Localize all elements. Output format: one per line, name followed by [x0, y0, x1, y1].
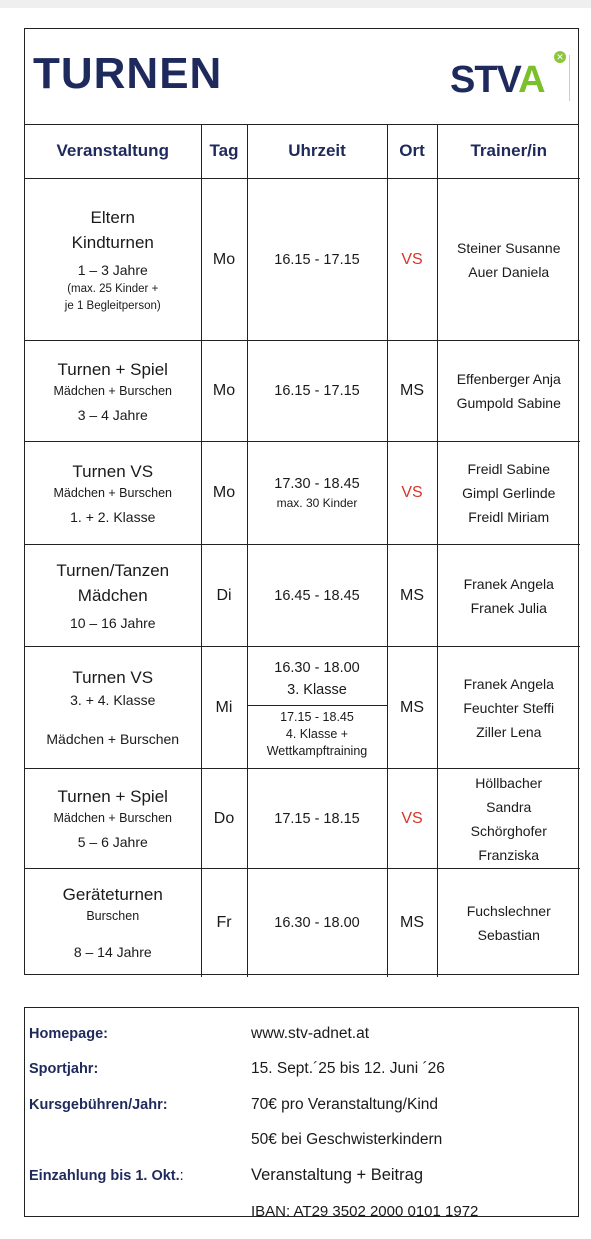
stva-logo-icon — [450, 49, 570, 109]
trainer-cell: Freidl Sabine Gimpl Gerlinde Freidl Miriam — [437, 442, 580, 545]
table-row — [25, 869, 580, 977]
time-slot-b: 17.15 - 18.45 4. Klasse + Wettkampftraining — [266, 709, 368, 758]
info-box — [24, 1007, 579, 1220]
trainer-cell: Fuchslechner Sebastian — [437, 869, 580, 977]
day-cell: Fr — [201, 869, 247, 977]
iban-value: IBAN: AT29 3502 2000 0101 1972 — [251, 1202, 479, 1220]
logo-divider — [569, 55, 570, 101]
homepage-label: Homepage: — [29, 1025, 108, 1042]
event-cell: Turnen VS Mädchen + Burschen 1. + 2. Klasse — [25, 442, 201, 545]
table-row — [25, 769, 580, 869]
info-row-homepage — [29, 1016, 574, 1052]
time-cell: 16.45 - 18.45 — [247, 545, 387, 647]
homepage-link[interactable]: www.stv-adnet.at — [251, 1024, 370, 1042]
col-header-event: Veranstaltung — [25, 124, 201, 179]
table-row — [25, 647, 580, 769]
col-header-day: Tag — [201, 124, 247, 179]
location-cell: VS — [387, 442, 437, 545]
info-row-sportjahr — [29, 1052, 574, 1088]
event-cell: Turnen + Spiel Mädchen + Burschen 3 – 4 Jahre — [25, 341, 201, 442]
table-row — [25, 341, 580, 442]
trainer-cell: Höllbacher Sandra Schörghofer Franziska — [437, 769, 580, 869]
event-cell: Geräteturnen Burschen 8 – 14 Jahre — [25, 869, 201, 977]
location-cell: VS — [387, 769, 437, 869]
location-cell: MS — [387, 869, 437, 977]
info-row-fees-2 — [29, 1123, 574, 1159]
table-row — [25, 545, 580, 647]
time-cell: 16.30 - 18.00 — [247, 869, 387, 977]
day-cell: Mo — [201, 341, 247, 442]
event-cell: Turnen VS 3. + 4. Klasse Mädchen + Burschen — [25, 647, 201, 769]
page-title: TURNEN — [33, 49, 223, 98]
day-cell: Di — [201, 545, 247, 647]
table-header-row — [25, 124, 580, 179]
fees-value-1: 70€ pro Veranstaltung/Kind — [251, 1095, 438, 1113]
logo-text: STVA — [450, 59, 545, 101]
schedule-table — [25, 124, 580, 977]
trainer-cell: Steiner Susanne Auer Daniela — [437, 179, 580, 341]
time-cell: 16.15 - 17.15 — [247, 179, 387, 341]
table-row — [25, 179, 580, 341]
col-header-location: Ort — [387, 124, 437, 179]
time-cell: 17.30 - 18.45 max. 30 Kinder — [247, 442, 387, 545]
info-row-iban — [29, 1194, 574, 1230]
info-row-payment — [29, 1158, 574, 1194]
time-cell: 16.15 - 17.15 — [247, 341, 387, 442]
trainer-cell: Franek Angela Feuchter Steffi Ziller Lena — [437, 647, 580, 769]
day-cell: Do — [201, 769, 247, 869]
info-row-fees — [29, 1087, 574, 1123]
location-cell: MS — [387, 545, 437, 647]
location-cell: VS — [387, 179, 437, 341]
sportjahr-label: Sportjahr: — [29, 1061, 99, 1078]
location-cell: MS — [387, 341, 437, 442]
sportjahr-value: 15. Sept.´25 bis 12. Juni ´26 — [251, 1060, 445, 1078]
event-cell: Turnen/Tanzen Mädchen 10 – 16 Jahre — [25, 545, 201, 647]
event-cell: Eltern Kindturnen 1 – 3 Jahre (max. 25 Kinder + je 1 Begleitperson) — [25, 179, 201, 341]
schedule-box — [24, 28, 579, 975]
col-header-time: Uhrzeit — [247, 124, 387, 179]
trainer-cell: Effenberger Anja Gumpold Sabine — [437, 341, 580, 442]
fees-value-2: 50€ bei Geschwisterkindern — [251, 1131, 443, 1149]
day-cell: Mo — [201, 179, 247, 341]
time-slot-a: 16.30 - 18.00 3. Klasse — [248, 653, 387, 706]
event-cell: Turnen + Spiel Mädchen + Burschen 5 – 6 Jahre — [25, 769, 201, 869]
time-cell: 17.15 - 18.15 — [247, 769, 387, 869]
payment-label: Einzahlung bis 1. Okt.: — [29, 1167, 184, 1184]
col-header-trainer: Trainer/in — [437, 124, 580, 179]
day-cell: Mo — [201, 442, 247, 545]
location-cell: MS — [387, 647, 437, 769]
logo-badge-icon: ✕ — [554, 51, 566, 63]
payment-value-1: Veranstaltung + Beitrag — [251, 1166, 423, 1185]
fees-label: Kursgebühren/Jahr: — [29, 1096, 168, 1113]
table-row — [25, 442, 580, 545]
trainer-cell: Franek Angela Franek Julia — [437, 545, 580, 647]
time-cell — [247, 647, 387, 769]
title-row — [25, 29, 578, 125]
top-bar — [0, 0, 591, 8]
day-cell: Mi — [201, 647, 247, 769]
